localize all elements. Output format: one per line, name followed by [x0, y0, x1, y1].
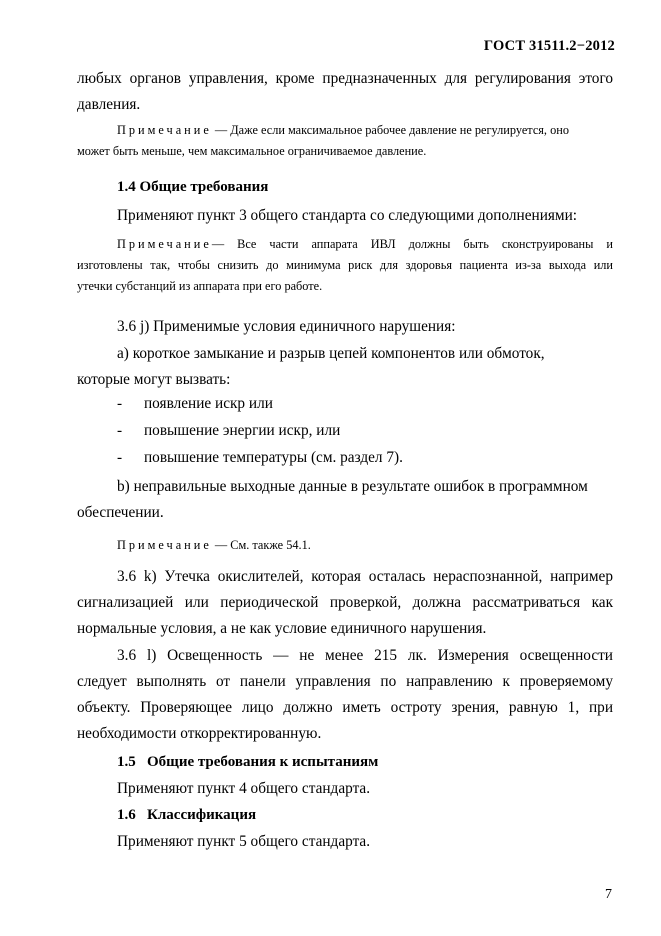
paragraph-3-6-k	[77, 564, 613, 642]
paragraph-continuation	[77, 66, 613, 118]
list-item-text: появление искр или	[144, 395, 273, 412]
note-text: утечки субстанций из аппарата при его работе.	[77, 279, 323, 293]
text-line: сигнализацией или периодической проверкой, должна рассматриваться как	[77, 594, 613, 611]
paragraph-1-6	[117, 829, 613, 855]
list-item-text: повышение температуры (см. раздел 7).	[144, 449, 403, 466]
document-code-header: ГОСТ 31511.2−2012	[483, 38, 615, 54]
text-line: давления.	[77, 96, 141, 113]
text-line: 3.6 l) Освещенность — не менее 215 лк. Измерения освещенности	[117, 647, 613, 664]
text-line: объекту. Проверяющее лицо должно иметь остроту зрения, равную 1, при	[77, 699, 613, 716]
note-label: Примечание	[117, 123, 212, 137]
note-text: изготовлены так, чтобы снизить до минимума риск для здоровья пациента из-за выхода или	[77, 258, 613, 272]
text-line: Применяют пункт 4 общего стандарта.	[117, 780, 371, 797]
note-text: может быть меньше, чем максимальное ограничиваемое давление.	[77, 144, 427, 158]
text-line: необходимости откорректированную.	[77, 725, 322, 742]
note-3	[77, 535, 613, 556]
paragraph-a	[77, 341, 613, 393]
note-2	[77, 234, 613, 297]
text-line: Применяют пункт 5 общего стандарта.	[117, 833, 371, 850]
note-text: — Даже если максимальное рабочее давление не регулируется, оно	[211, 123, 569, 137]
text-line: 3.6 k) Утечка окислителей, которая осталась нераспознанной, например	[117, 568, 613, 585]
text-line: следует выполнять от панели управления по направлению к проверяемому	[77, 673, 613, 690]
text-line: нормальные условия, а не как условие единичного нарушения.	[77, 620, 487, 637]
note-text: — См. также 54.1.	[211, 538, 311, 552]
list-item: - появление искр или	[117, 395, 273, 412]
note-text: — Все части аппарата ИВЛ должны быть сконструированы и	[211, 237, 613, 251]
note-label: Примечание	[117, 237, 212, 251]
section-heading-1-6: 1.6 Классификация	[117, 807, 257, 823]
text-line: которые могут вызвать:	[77, 371, 231, 388]
paragraph-1-5	[117, 776, 613, 802]
paragraph-1-4	[117, 203, 613, 229]
text-line: обеспечении.	[77, 504, 164, 521]
section-heading-1-5: 1.5 Общие требования к испытаниям	[117, 754, 379, 770]
section-heading-1-4: 1.4 Общие требования	[117, 179, 269, 195]
text-line: b) неправильные выходные данные в результате ошибок в программном	[117, 478, 588, 495]
list-item: - повышение температуры (см. раздел 7).	[117, 449, 403, 466]
text-line: Применяют пункт 3 общего стандарта со следующими дополнениями:	[117, 207, 578, 224]
text-line: a) короткое замыкание и разрыв цепей компонентов или обмоток,	[117, 345, 545, 362]
note-1	[77, 120, 613, 162]
text-line: 3.6 j) Применимые условия единичного нарушения:	[117, 318, 456, 335]
list-item: - повышение энергии искр, или	[117, 422, 341, 439]
paragraph-3-6-l	[77, 643, 613, 747]
text-line: любых органов управления, кроме предназначенных для регулирования этого	[77, 70, 613, 87]
paragraph-3-6-j	[117, 314, 613, 340]
note-label: Примечание	[117, 538, 212, 552]
paragraph-b	[77, 474, 613, 526]
list-item-text: повышение энергии искр, или	[144, 422, 341, 439]
page-number: 7	[605, 887, 612, 902]
